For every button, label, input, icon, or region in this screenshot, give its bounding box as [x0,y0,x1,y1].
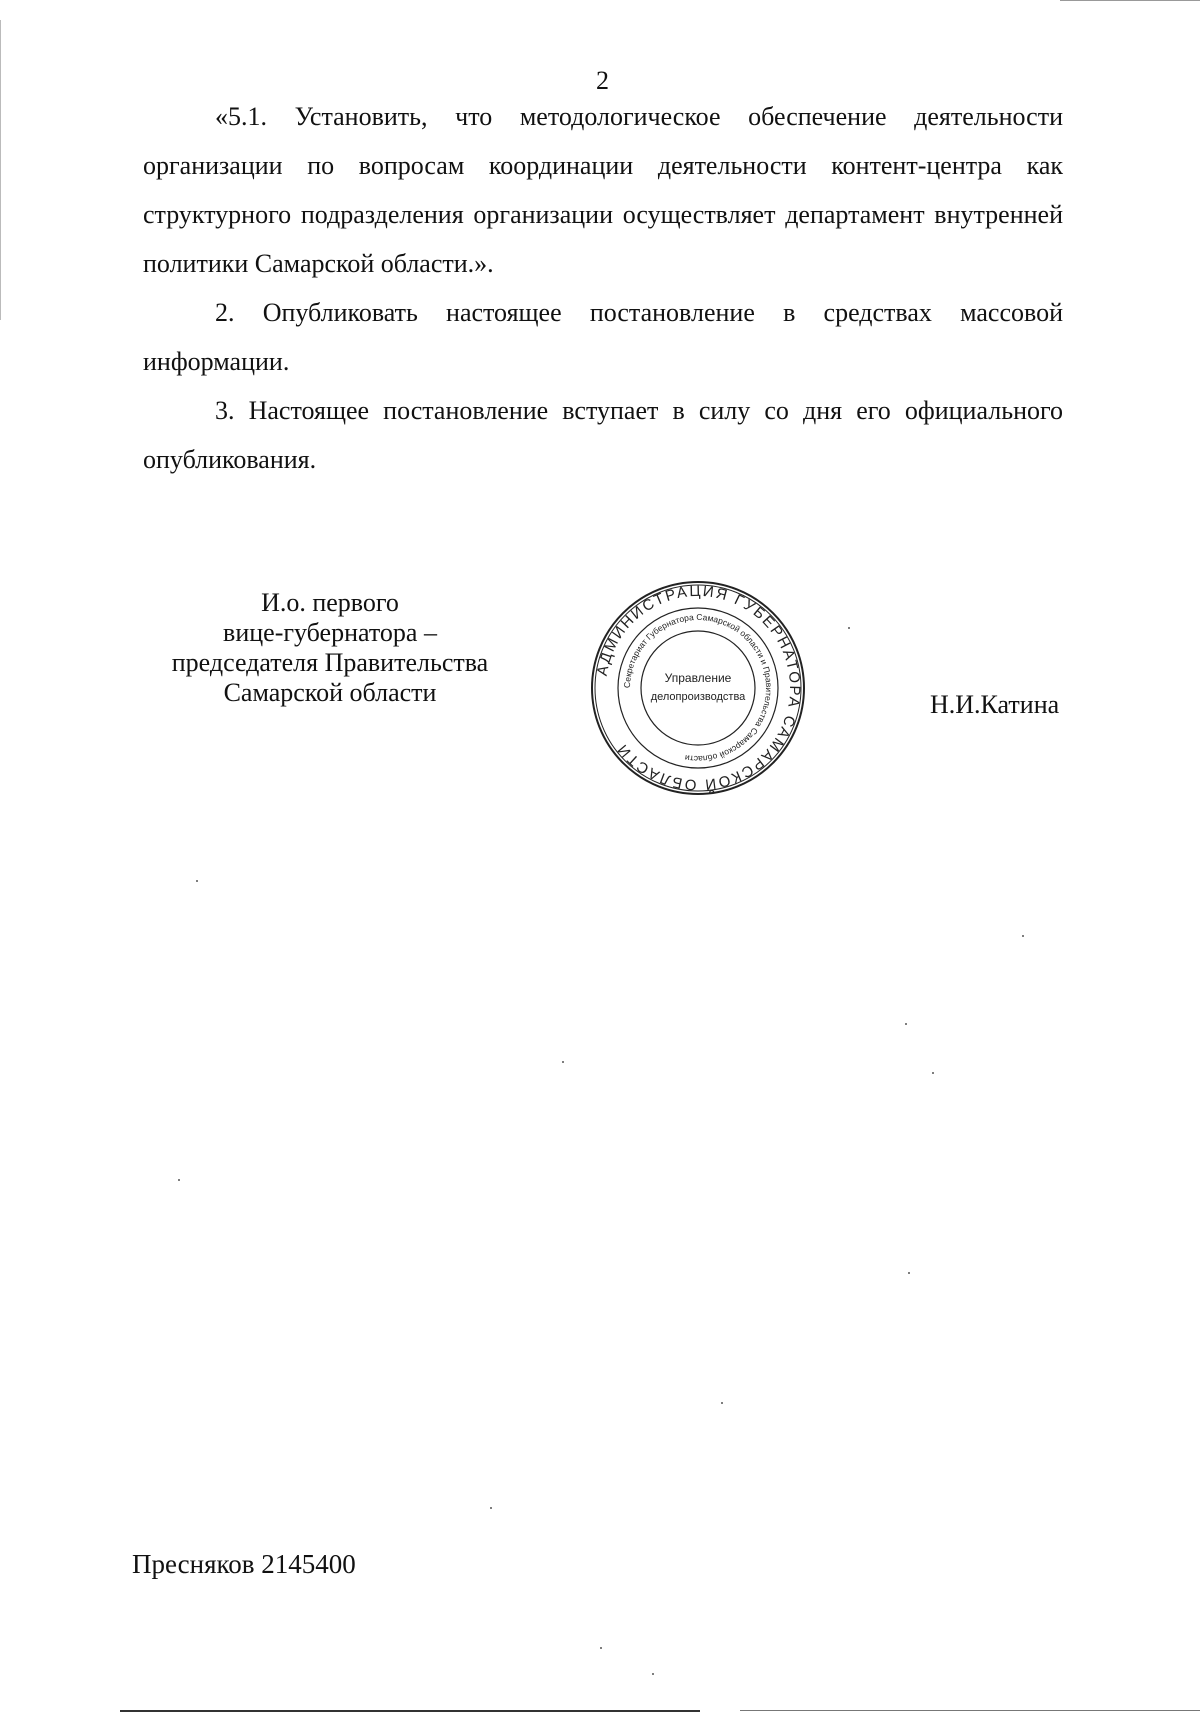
paragraph-2: 2. Опубликовать настоящее постановление в средствах массовой информации. [143,298,1063,376]
page-number: 2 [596,66,609,95]
stamp-outer-text: АДМИНИСТРАЦИЯ ГУБЕРНАТОРА САМАРСКОЙ ОБЛАСТИ [593,582,804,794]
contact-line: Пресняков 2145400 [132,1549,356,1579]
paragraph-3: 3. Настоящее постановление вступает в силу со дня его официального опубликования. [143,396,1063,474]
stamp-center-line: делопроизводства [650,691,746,703]
scan-speck [721,1402,723,1404]
signatory-title-line: вице-губернатора – [223,618,437,647]
scan-speck [562,1061,564,1063]
scan-edge-left [0,20,1,320]
scan-speck [908,1272,910,1274]
signatory-title-line: председателя Правительства [171,648,489,677]
scan-edge-top [1060,0,1200,1]
stamp-inner-ring-text: Секретариат Губернатора Самарской области и Правительства Самарской области [621,611,775,765]
signatory-title-line: И.о. первого [261,588,399,617]
scan-speck [652,1673,654,1675]
scan-speck [932,1072,934,1074]
scan-speck [600,1647,602,1649]
scan-speck [196,880,198,882]
signatory-title [140,588,520,708]
signatory-name: Н.И.Катина [930,690,1060,719]
scan-speck [848,627,850,629]
signatory-title-line: Самарской области [223,678,437,707]
document-body [143,92,1063,484]
scan-speck [490,1507,492,1509]
scan-speck [1022,935,1024,937]
scan-edge-bottom [120,1710,700,1712]
scan-speck [178,1179,180,1181]
stamp-center-line: Управление [664,671,732,685]
official-stamp [588,578,808,798]
scan-speck [905,1023,907,1025]
scan-edge-bottom [740,1710,1200,1711]
paragraph-5-1: «5.1. Установить, что методологическое обеспечение деятельности организации по вопросам координации деятельности контент-центра как структурного подразделения организации осуществляет департамент внутренней политики Самарской области.». [143,102,1063,278]
